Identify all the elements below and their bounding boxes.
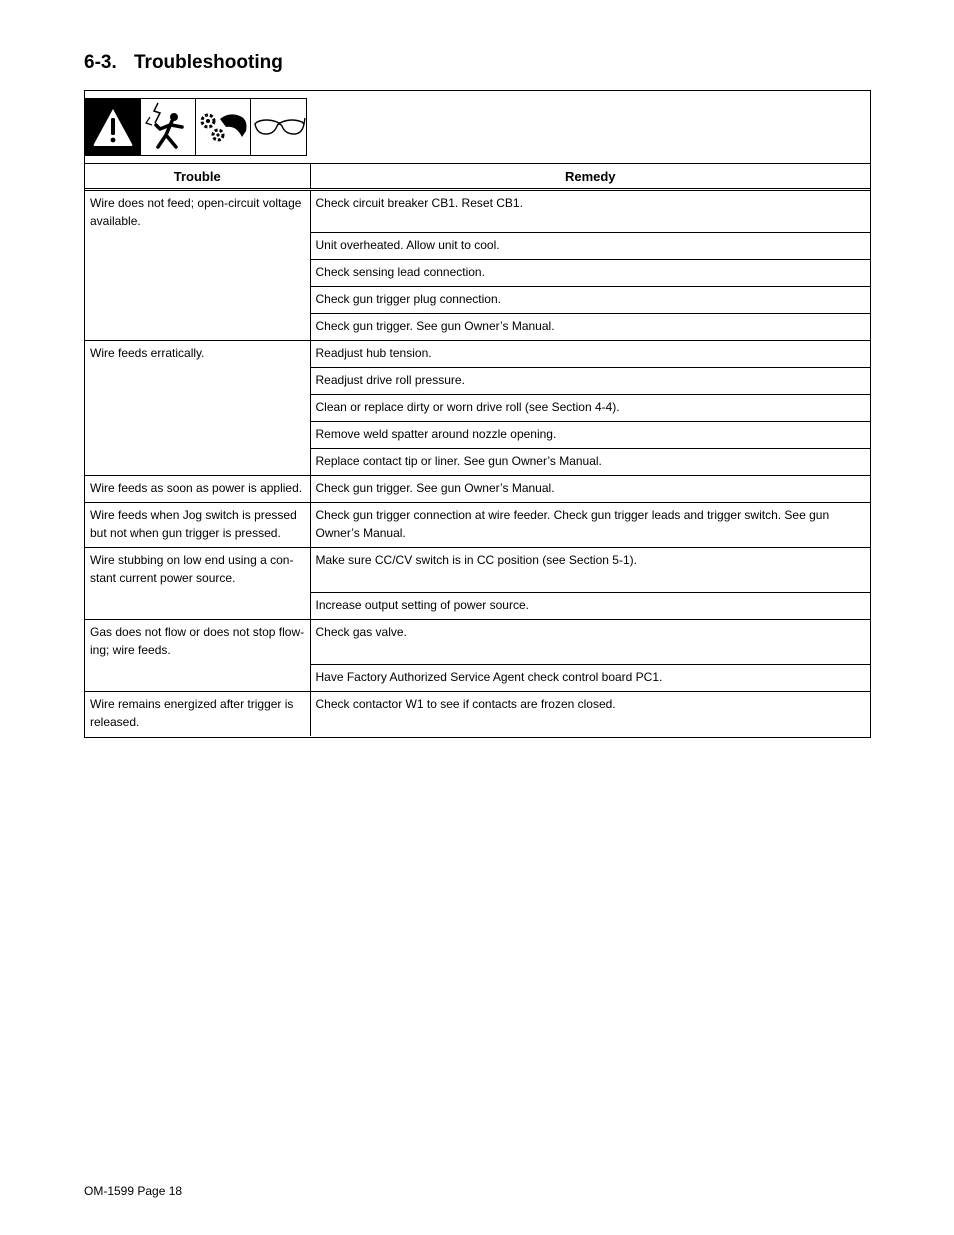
table-row [85, 190, 870, 233]
electric-shock-icon [141, 99, 196, 155]
remedy-cell: Check sensing lead connection. [310, 260, 870, 287]
warning-icon [86, 99, 141, 155]
table-row [85, 620, 870, 665]
remedy-cell: Check gun trigger plug connection. [310, 287, 870, 314]
table-row [85, 692, 870, 736]
remedy-cell: Check gas valve. [310, 620, 870, 665]
remedy-cell: Replace contact tip or liner. See gun Owner’s Manual. [310, 449, 870, 476]
remedy-cell: Check circuit breaker CB1. Reset CB1. [310, 190, 870, 233]
remedy-cell: Clean or replace dirty or worn drive roll (see Section 4-4). [310, 395, 870, 422]
table-row [85, 341, 870, 368]
section-heading [84, 52, 283, 74]
remedy-cell: Have Factory Authorized Service Agent check control board PC1. [310, 665, 870, 692]
section-title: Troubleshooting [134, 52, 283, 73]
remedy-cell: Check gun trigger connection at wire feeder. Check gun trigger leads and trigger switch. See gun Owner’s Manual. [310, 503, 870, 548]
remedy-cell: Make sure CC/CV switch is in CC position (see Section 5-1). [310, 548, 870, 593]
table-row [85, 476, 870, 503]
trouble-cell: Wire feeds as soon as power is applied. [85, 476, 310, 503]
trouble-cell: Wire remains energized after trigger is released. [85, 692, 310, 736]
table-row [85, 548, 870, 593]
remedy-cell: Increase output setting of power source. [310, 593, 870, 620]
hazard-icon-strip [85, 98, 307, 156]
trouble-cell: Wire feeds erratically. [85, 341, 310, 476]
trouble-column-header: Trouble [85, 164, 310, 190]
remedy-cell: Readjust drive roll pressure. [310, 368, 870, 395]
trouble-cell: Gas does not flow or does not stop flow- ing; wire feeds. [85, 620, 310, 692]
trouble-cell: Wire feeds when Jog switch is pressed but not when gun trigger is pressed. [85, 503, 310, 548]
remedy-cell: Unit overheated. Allow unit to cool. [310, 233, 870, 260]
moving-parts-icon [196, 99, 251, 155]
remedy-cell: Check gun trigger. See gun Owner’s Manual. [310, 314, 870, 341]
remedy-column-header: Remedy [310, 164, 870, 190]
page-footer: OM-1599 Page 18 [84, 1184, 183, 1198]
safety-glasses-icon [251, 99, 306, 155]
remedy-cell: Remove weld spatter around nozzle opening. [310, 422, 870, 449]
remedy-cell: Check gun trigger. See gun Owner’s Manual. [310, 476, 870, 503]
section-number: 6-3. [84, 52, 117, 73]
troubleshooting-table [85, 163, 870, 736]
trouble-cell: Wire stubbing on low end using a con- stant current power source. [85, 548, 310, 620]
table-row [85, 503, 870, 548]
table-header-row [85, 164, 870, 190]
remedy-cell: Check contactor W1 to see if contacts are frozen closed. [315, 697, 616, 711]
troubleshooting-frame [84, 90, 871, 738]
trouble-cell: Wire does not feed; open-circuit voltage available. [85, 190, 310, 341]
remedy-cell: Readjust hub tension. [310, 341, 870, 368]
